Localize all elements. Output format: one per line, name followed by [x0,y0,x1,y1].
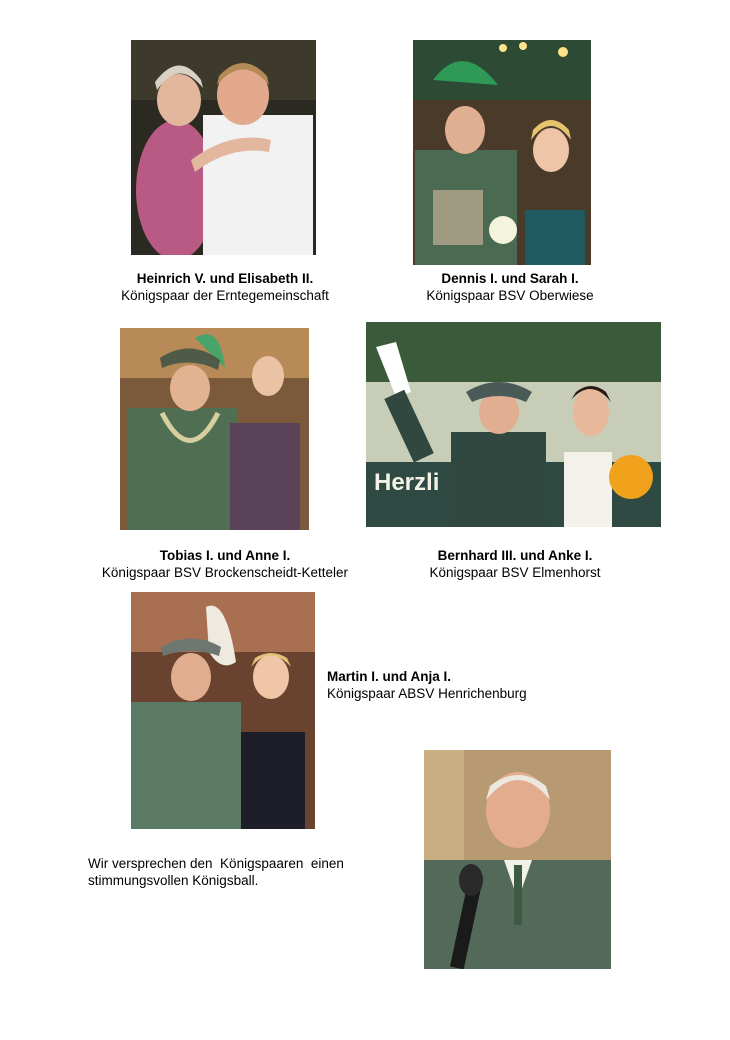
caption-subtitle: Königspaar BSV Elmenhorst [429,565,601,580]
caption-title: Heinrich V. und Elisabeth II. [136,271,314,286]
caption-title: Bernhard III. und Anke I. [437,548,593,563]
caption-subtitle: Königspaar der Erntegemeinschaft [121,288,329,303]
caption-title: Dennis I. und Sarah I. [441,271,579,286]
caption-subtitle: Königspaar BSV Brockenscheidt-Ketteler [101,565,349,580]
closing-line-1: Wir versprechen den Königspaaren einen [88,856,344,871]
photo-heinrich-elisabeth [131,40,316,255]
caption-dennis-sarah [390,270,630,304]
caption-heinrich-elisabeth [90,270,360,304]
caption-title: Tobias I. und Anne I. [159,548,291,563]
photo-martin-anja [131,592,315,829]
photo-speaker [424,750,611,969]
caption-tobias-anne [80,547,370,581]
caption-subtitle: Königspaar BSV Oberwiese [426,288,594,303]
banner-text: Herzli [374,469,440,496]
closing-line-2: stimmungsvollen Königsball. [88,873,259,888]
closing-text [88,855,388,889]
caption-title: Martin I. und Anja I. [327,669,451,684]
photo-dennis-sarah [413,40,591,265]
caption-bernhard-anke [400,547,630,581]
photo-bernhard-anke [366,322,661,527]
caption-subtitle: Königspaar ABSV Henrichenburg [327,686,527,701]
caption-martin-anja [327,668,587,702]
photo-tobias-anne [120,328,309,530]
